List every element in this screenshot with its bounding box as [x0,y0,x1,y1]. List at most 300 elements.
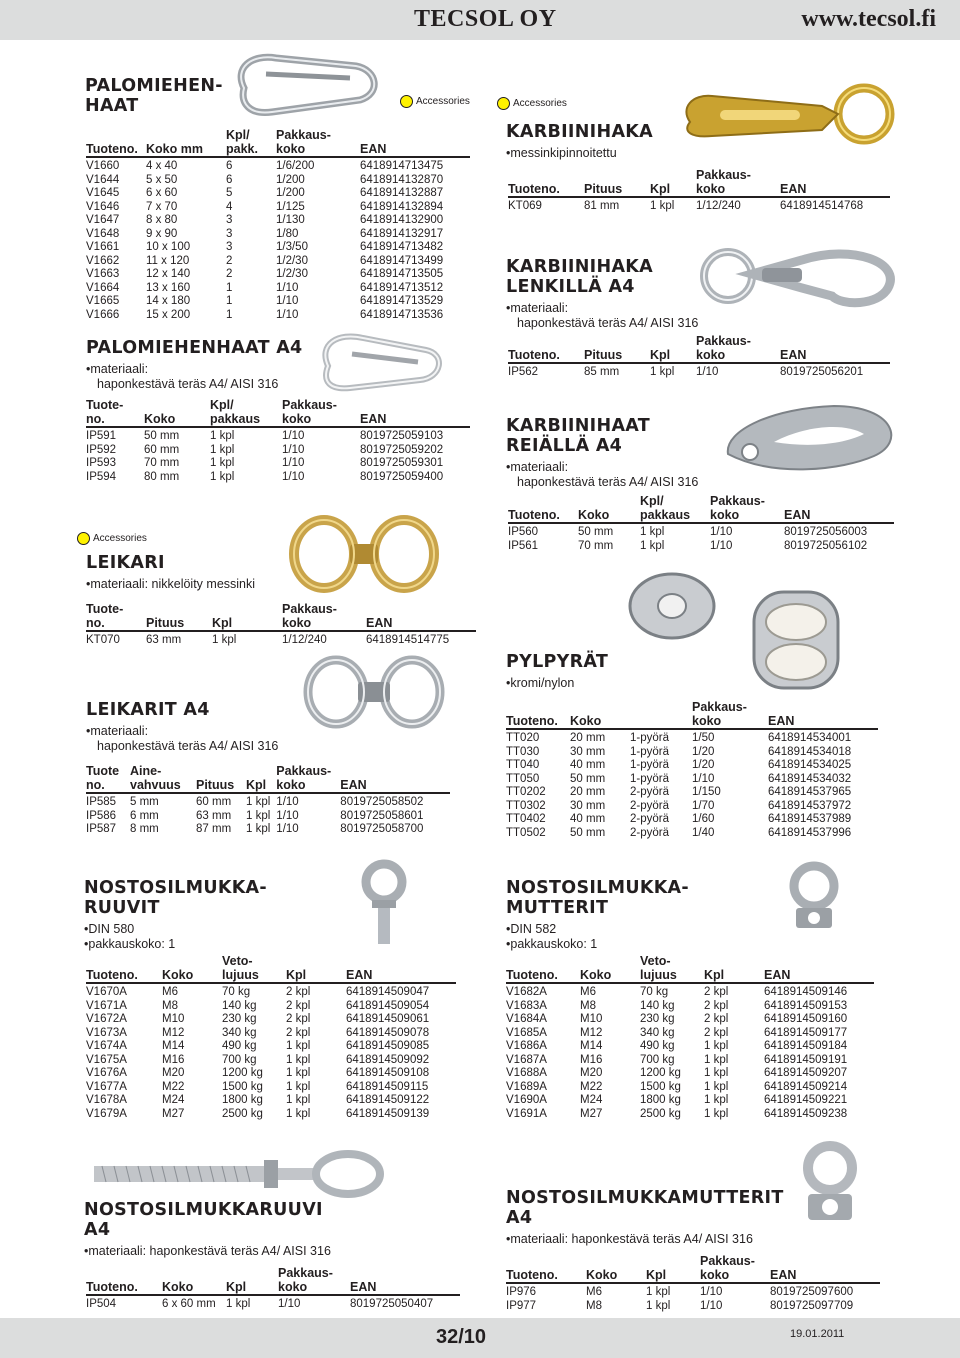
column-header: Tuote no. [86,764,130,793]
spec-notes: • DIN 580 • pakkauskoko: 1 [84,922,267,952]
column-header: Kpl [650,334,696,363]
accessories-badge: Accessories [400,95,470,108]
eye-bolt-image [356,858,416,948]
website-link[interactable]: www.tecsol.fi [801,6,936,32]
table-cell: 70 mm [578,539,614,552]
table-cell: 6418914509108 [346,1067,430,1079]
table-cell: 1200 kg [640,1067,681,1079]
material-note: • materiaali: haponkestävä teräs A4/ AISI 316 [506,1232,784,1247]
table-cell: 6418914509207 [764,1067,848,1079]
table-cell: V1648 [86,227,120,240]
table-row [86,1054,456,1068]
table-cell: 50 mm [570,772,606,785]
table-cell: KT070 [86,634,120,646]
snap-hook-eye-image [692,234,906,320]
table-cell: 6418914537972 [768,799,852,812]
column-header: EAN [366,602,476,631]
table-cell: 3 [226,227,233,240]
table-cell: 8019725056003 [784,526,868,538]
table-row [506,800,878,814]
table-cell: 2 [226,254,233,267]
table-cell: 1/12/240 [696,200,741,212]
table-row [86,174,470,188]
table-cell: M6 [162,986,178,998]
table-cell: 85 mm [584,366,620,378]
column-header: Kpl [646,1254,700,1283]
table-cell: 1500 kg [640,1080,681,1093]
section-palomiehenhaat [85,76,223,116]
table-cell: 6418914509214 [764,1080,848,1093]
table-cell: 1/200 [276,187,305,199]
header-bar [0,0,960,40]
table-row [86,1013,456,1027]
table-cell: 2500 kg [640,1107,681,1120]
table-cell: 9 x 90 [146,227,178,240]
table-cell: V1676A [86,1067,127,1079]
material-note: • materiaali: haponkestävä teräs A4/ AISI 316 [86,724,278,754]
table-cell: 230 kg [222,1013,257,1025]
table-cell: 1 kpl [246,796,271,808]
table-cell: V1645 [86,187,120,199]
table-cell: IP591 [86,430,117,442]
table-cell: 1 kpl [704,1067,729,1079]
table-cell: V1644 [86,173,120,186]
table-cell: 1 kpl [704,1080,729,1093]
table-cell: 6418914509153 [764,999,848,1012]
table-row [506,773,878,787]
table-cell: 1 [226,281,233,294]
column-header: Koko [578,494,640,523]
material-note: • materiaali: nikkelöity messinki [86,577,255,592]
table-cell: 1 kpl [640,539,665,552]
table-cell: 1/10 [276,308,299,321]
column-header: Tuoteno. [506,700,570,729]
table-cell: 1/60 [692,813,715,825]
table-nostosilmukkaruuvit [86,954,456,1121]
section-nostosilmukkaruuvi-a4 [84,1200,331,1259]
section-pylpyrat [506,652,608,691]
table-row [86,187,470,201]
column-header [630,700,692,729]
table-cell: 8019725059400 [360,470,444,483]
table-cell: 63 mm [146,634,182,646]
table-karbiinihaat-reialla-a4 [508,494,894,553]
table-header-row [508,168,890,197]
table-cell: 50 mm [578,526,614,538]
table-cell: 60 mm [144,443,180,456]
column-header: Kpl [226,1266,278,1295]
accessories-badge: Accessories [497,97,567,110]
table-header-row [86,954,456,983]
table-cell: 1/10 [278,1298,301,1310]
table-cell: 5 mm [130,796,159,808]
table-cell: IP594 [86,470,117,483]
table-cell: M20 [580,1067,603,1079]
table-cell: 8019725058502 [340,796,424,808]
column-header: Kpl [704,954,764,983]
column-header: Tuoteno. [508,168,584,197]
table-cell: 1/20 [692,745,715,758]
eye-nut-a4-image [790,1140,870,1230]
table-cell: IP976 [506,1286,537,1298]
table-nostosilmukkaruuvi-a4 [86,1266,460,1312]
table-row [508,523,894,540]
table-header-row [506,700,878,729]
table-row [506,1094,874,1108]
table-cell: 6418914132870 [360,173,444,186]
table-row [506,1040,874,1054]
table-cell: 7 x 70 [146,200,178,213]
table-cell: 87 mm [196,823,232,835]
table-cell: 8019725059301 [360,457,444,469]
table-cell: 1/10 [276,809,299,822]
table-cell: IP560 [508,526,539,538]
table-cell: 63 mm [196,809,232,822]
column-header: Pakkaus- koko [696,168,780,197]
table-cell: M14 [162,1040,185,1052]
material-note: • kromi/nylon [506,676,608,691]
column-header: Koko [162,954,222,983]
table-cell: TT0502 [506,826,546,839]
table-cell: 8 x 80 [146,214,178,226]
table-cell: 2-pyörä [630,826,669,839]
table-header-row [506,1254,880,1283]
column-header: EAN [340,764,450,793]
table-row [508,197,890,214]
column-header: EAN [780,334,890,363]
table-cell: 8019725058601 [340,809,424,822]
table-cell: 140 kg [640,999,675,1012]
brass-snap-hook-image [672,78,906,166]
column-header: EAN [768,700,878,729]
table-cell: 1 [226,308,233,321]
table-cell: 1/6/200 [276,160,315,172]
table-cell: 5 [226,187,233,199]
table-cell: 1/200 [276,173,305,186]
table-cell: M12 [162,1026,185,1039]
table-cell: 2 kpl [704,986,729,998]
table-cell: 6418914509184 [764,1040,848,1052]
table-row [86,810,450,824]
table-cell: 6418914713529 [360,295,444,307]
table-cell: 1/130 [276,214,305,226]
table-cell: V1661 [86,241,120,253]
table-cell: 40 mm [570,759,606,771]
table-cell: 14 x 180 [146,295,191,307]
table-cell: 6418914713499 [360,254,444,267]
table-row [86,1108,456,1122]
table-row [506,1054,874,1068]
table-cell: 700 kg [222,1053,257,1066]
table-cell: 2-pyörä [630,799,669,812]
table-cell: V1647 [86,214,120,226]
table-header-row [86,1266,460,1295]
table-cell: 1/10 [282,443,305,456]
accessories-dot-icon [77,532,90,545]
table-row [506,1300,880,1314]
table-cell: 8 mm [130,823,159,835]
table-header-row [508,494,894,523]
table-cell: V1679A [86,1107,127,1120]
table-cell: M10 [580,1013,603,1025]
table-cell: 1/10 [692,772,715,785]
table-cell: 1 kpl [226,1298,251,1310]
table-cell: 1-pyörä [630,732,669,744]
carabiner-a4-image [308,326,448,398]
section-title: NOSTOSILMUKKARUUVI A4 [84,1200,323,1240]
table-leikarit-a4 [86,764,450,837]
table-cell: 1500 kg [222,1080,263,1093]
table-cell: M27 [162,1107,185,1120]
table-cell: 6 [226,160,233,172]
table-row [508,363,890,380]
table-cell: 6418914534001 [768,732,852,744]
table-cell: V1660 [86,160,120,172]
table-header-row [86,398,470,427]
table-palomiehenhaat-a4 [86,398,470,484]
table-cell: 1/10 [282,457,305,469]
table-cell: TT020 [506,732,540,744]
table-cell: 1/3/50 [276,241,308,253]
table-header-row [508,334,890,363]
table-cell: 2-pyörä [630,813,669,825]
table-cell: M8 [162,999,178,1012]
table-cell: 11 x 120 [146,254,190,267]
table-cell: 1 kpl [286,1080,311,1093]
table-cell: IP561 [508,539,539,552]
table-cell: 4 [226,200,233,213]
table-cell: 1/150 [692,786,721,798]
table-cell: 15 x 200 [146,308,191,321]
table-cell: 6418914509115 [346,1080,429,1093]
section-title: KARBIINIHAKA LENKILLÄ A4 [506,257,653,297]
table-cell: 230 kg [640,1013,675,1025]
table-cell: V1664 [86,281,120,294]
table-cell: TT0302 [506,799,546,812]
table-cell: 1/70 [692,799,715,812]
column-header: Veto- lujuus [640,954,704,983]
table-row [86,241,470,255]
table-cell: M16 [580,1053,603,1066]
section-title: KARBIINIHAKA [506,122,653,142]
column-header: Koko [162,1266,226,1295]
table-row [506,729,878,746]
table-karbiinihaka [508,168,890,214]
column-header: Koko mm [146,128,226,157]
table-cell: M24 [580,1094,603,1106]
column-header: Veto- lujuus [222,954,286,983]
table-cell: 6418914713475 [360,160,444,172]
table-cell: 8019725056201 [780,366,864,378]
table-cell: 6418914514775 [366,634,450,646]
table-cell: 6 [226,173,233,186]
table-cell: 8019725056102 [784,539,868,552]
table-cell: 1 kpl [210,443,235,456]
table-row [506,1027,874,1041]
table-cell: 6418914132894 [360,200,444,213]
table-cell: V1677A [86,1080,127,1093]
table-cell: 30 mm [570,745,606,758]
table-cell: 6418914713505 [360,268,444,280]
table-cell: 1 kpl [286,1040,311,1052]
table-cell: V1689A [506,1080,547,1093]
table-cell: 70 kg [640,986,669,998]
table-cell: 8019725058700 [340,823,424,835]
section-title: NOSTOSILMUKKAMUTTERIT A4 [506,1188,784,1228]
section-leikarit-a4 [86,700,278,754]
table-row [506,827,878,841]
table-row [86,983,456,1000]
table-row [506,759,878,773]
table-row [86,471,470,485]
column-header: Kpl/ pakk. [226,128,276,157]
table-cell: 1 kpl [286,1053,311,1066]
table-cell: 8019725059103 [360,430,444,442]
table-cell: 12 x 140 [146,268,191,280]
accessories-dot-icon [497,97,510,110]
table-cell: 2 [226,268,233,280]
table-row [86,228,470,242]
section-karbiinihaka [506,122,653,161]
table-cell: 340 kg [640,1026,675,1039]
table-row [86,1295,460,1312]
table-cell: 1 kpl [646,1299,671,1312]
table-cell: 8019725059202 [360,443,444,456]
table-cell: 1 kpl [704,1053,729,1066]
table-cell: M14 [580,1040,603,1052]
table-cell: 60 mm [196,796,232,808]
section-title: PALOMIEHEN- HAAT [85,76,223,116]
material-note: • materiaali: haponkestävä teräs A4/ AISI 316 [506,460,698,490]
table-cell: 6418914537965 [768,786,852,798]
section-nostosilmukkamutterit [506,878,689,952]
table-header-row [506,954,874,983]
table-cell: 6418914509085 [346,1040,430,1052]
column-header: Pakkaus- koko [282,398,360,427]
table-cell: 6418914534025 [768,759,852,771]
table-cell: 1-pyörä [630,759,669,771]
table-cell: TT0202 [506,786,546,798]
table-cell: 6 x 60 [146,187,178,199]
material-note: • materiaali: haponkestävä teräs A4/ AISI 316 [86,362,303,392]
column-header: Kpl [246,764,276,793]
table-cell: V1670A [86,986,127,998]
table-cell: 6418914509160 [764,1013,848,1025]
table-cell: 1/10 [282,470,305,483]
table-cell: M22 [162,1080,185,1093]
table-cell: V1690A [506,1094,547,1106]
table-row [506,983,874,1000]
table-row [86,631,476,648]
table-cell: IP592 [86,443,117,456]
column-header: Kpl/ pakkaus [640,494,710,523]
column-header: Pituus [584,168,650,197]
table-row [86,157,470,174]
table-row [506,1108,874,1122]
column-header: Tuote- no. [86,602,146,631]
column-header: Pakkaus- koko [692,700,768,729]
table-cell: V1675A [86,1053,127,1066]
table-row [506,1081,874,1095]
table-cell: 1/10 [276,295,299,307]
table-cell: 340 kg [222,1026,257,1039]
table-header-row [86,764,450,793]
column-header: Tuoteno. [86,954,162,983]
table-cell: IP586 [86,809,117,822]
table-cell: 1/10 [276,796,299,808]
section-title: PALOMIEHENHAAT A4 [86,338,303,358]
section-title: LEIKARIT A4 [86,700,210,720]
table-cell: 1 kpl [286,1107,311,1120]
table-row [86,1027,456,1041]
table-row [86,444,470,458]
table-cell: IP585 [86,796,117,808]
table-cell: V1686A [506,1040,547,1052]
publication-date: 19.01.2011 [790,1328,845,1340]
column-header: Tuoteno. [86,1266,162,1295]
table-cell: 6418914509061 [346,1013,430,1025]
table-cell: 1 kpl [286,1094,311,1106]
table-cell: V1671A [86,999,127,1012]
table-cell: 2 kpl [286,1026,311,1039]
table-cell: 10 x 100 [146,241,191,253]
table-cell: 1/10 [710,526,733,538]
table-cell: 6418914132917 [360,227,444,240]
column-header: Pakkaus- koko [700,1254,770,1283]
section-karbiinihaat-reialla-a4 [506,416,698,490]
table-palomiehenhaat [86,128,470,322]
table-cell: V1662 [86,254,120,267]
table-cell: 1/125 [276,200,305,213]
table-cell: 6418914132900 [360,214,444,226]
table-cell: V1683A [506,999,547,1012]
section-leikari [86,553,255,592]
table-cell: 6 x 60 mm [162,1298,216,1310]
table-cell: IP504 [86,1298,117,1310]
table-cell: 1 kpl [704,1094,729,1106]
column-header: Koko [580,954,640,983]
table-cell: 1-pyörä [630,745,669,758]
table-row [86,1040,456,1054]
snap-hook-hole-image [714,394,910,486]
table-row [86,457,470,471]
table-cell: 6418914537996 [768,826,852,839]
table-cell: 1/10 [710,539,733,552]
table-row [86,1094,456,1108]
table-cell: 1 kpl [650,200,675,212]
table-cell: 1 kpl [210,470,235,483]
table-cell: V1672A [86,1013,127,1025]
column-header: Pituus [196,764,246,793]
table-cell: 6418914509092 [346,1053,430,1066]
eye-nut-image [780,860,850,940]
table-cell: KT069 [508,200,542,212]
table-cell: 6418914509177 [764,1026,848,1039]
table-cell: V1666 [86,308,120,321]
table-cell: 6418914509221 [764,1094,848,1106]
section-nostosilmukkaruuvit [84,878,267,952]
table-cell: 490 kg [222,1040,257,1052]
table-cell: 2500 kg [222,1107,263,1120]
table-cell: 6418914509146 [764,986,848,998]
table-cell: 1/80 [276,227,299,240]
pulley-image [612,566,852,696]
table-cell: 6418914509054 [346,999,430,1012]
table-row [86,268,470,282]
table-cell: 6418914509139 [346,1107,430,1120]
column-header: Koko [586,1254,646,1283]
table-cell: 6418914713482 [360,241,444,253]
